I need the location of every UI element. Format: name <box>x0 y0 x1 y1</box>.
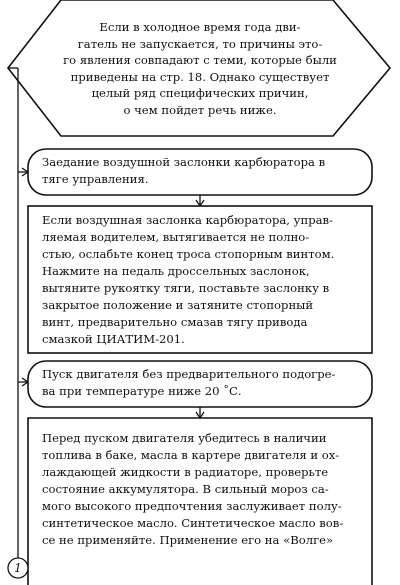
action-2-text <box>42 430 368 549</box>
start-line: гатель не запускается, то причины это- <box>77 36 323 51</box>
arrow-to-cause-2 <box>18 378 28 386</box>
action-2-line: синтетическое масло. Синтетическое масло вов- <box>42 516 344 530</box>
action-1-line: Нажмите на педаль дроссельных заслонок, <box>42 264 310 278</box>
cause-1-text <box>42 154 368 188</box>
action-1-line: стью, ослабьте конец троса стопорным винтом. <box>42 247 335 261</box>
arrow-cause-1-to-action-1 <box>196 195 204 206</box>
cause-1-line: Заедание воздушной заслонки карбюратора в <box>42 155 326 169</box>
action-1-line: ляемая водителем, вытягивается не полно- <box>42 230 310 244</box>
start-line: Если в холодное время года дви- <box>99 20 301 34</box>
action-1-line: смазкой ЦИАТИМ-201. <box>42 332 185 346</box>
action-2-line: лаждающей жидкости в радиаторе, проверьте <box>42 465 329 479</box>
action-2-line: топлива в баке, масла в картере двигателя и ох- <box>42 448 340 462</box>
start-line: приведены на стр. 18. Однако существует <box>70 69 330 84</box>
start-line: целый ряд специфических причин, <box>91 86 309 100</box>
connector-label: 1 <box>14 561 22 575</box>
action-2-line: се не применяйте. Применение его на «Волге» <box>42 533 334 547</box>
action-1-text <box>42 212 368 348</box>
start-line: о чем пойдет речь ниже. <box>123 102 277 117</box>
action-1-line: вытяните рукоятку тяги, поставьте заслонку в <box>42 281 330 295</box>
action-2-line: Перед пуском двигателя убедитесь в наличии <box>42 431 327 445</box>
cause-2-line: Пуск двигателя без предварительного подогре- <box>42 367 336 381</box>
action-2-line: состояние аккумулятора. В сильный мороз са- <box>42 482 329 496</box>
action-2-line: мого высокого предпочтения заслуживает полу- <box>42 499 342 513</box>
arrow-cause-2-to-action-2 <box>196 407 204 418</box>
action-1-line: закрытое положение и затяните стопорный <box>42 298 314 312</box>
action-1-line: винт, предварительно смазав тягу привода <box>42 315 308 329</box>
cause-2-text <box>42 366 368 400</box>
start-block-text <box>60 19 340 118</box>
cause-1-line: тяге управления. <box>42 172 149 186</box>
cause-2-line: ва при температуре ниже 20 ˚С. <box>42 384 242 398</box>
start-line: го явления совпадают с теми, которые были <box>63 53 337 67</box>
arrow-to-cause-1 <box>18 168 28 176</box>
action-1-line: Если воздушная заслонка карбюратора, управ- <box>42 213 333 227</box>
